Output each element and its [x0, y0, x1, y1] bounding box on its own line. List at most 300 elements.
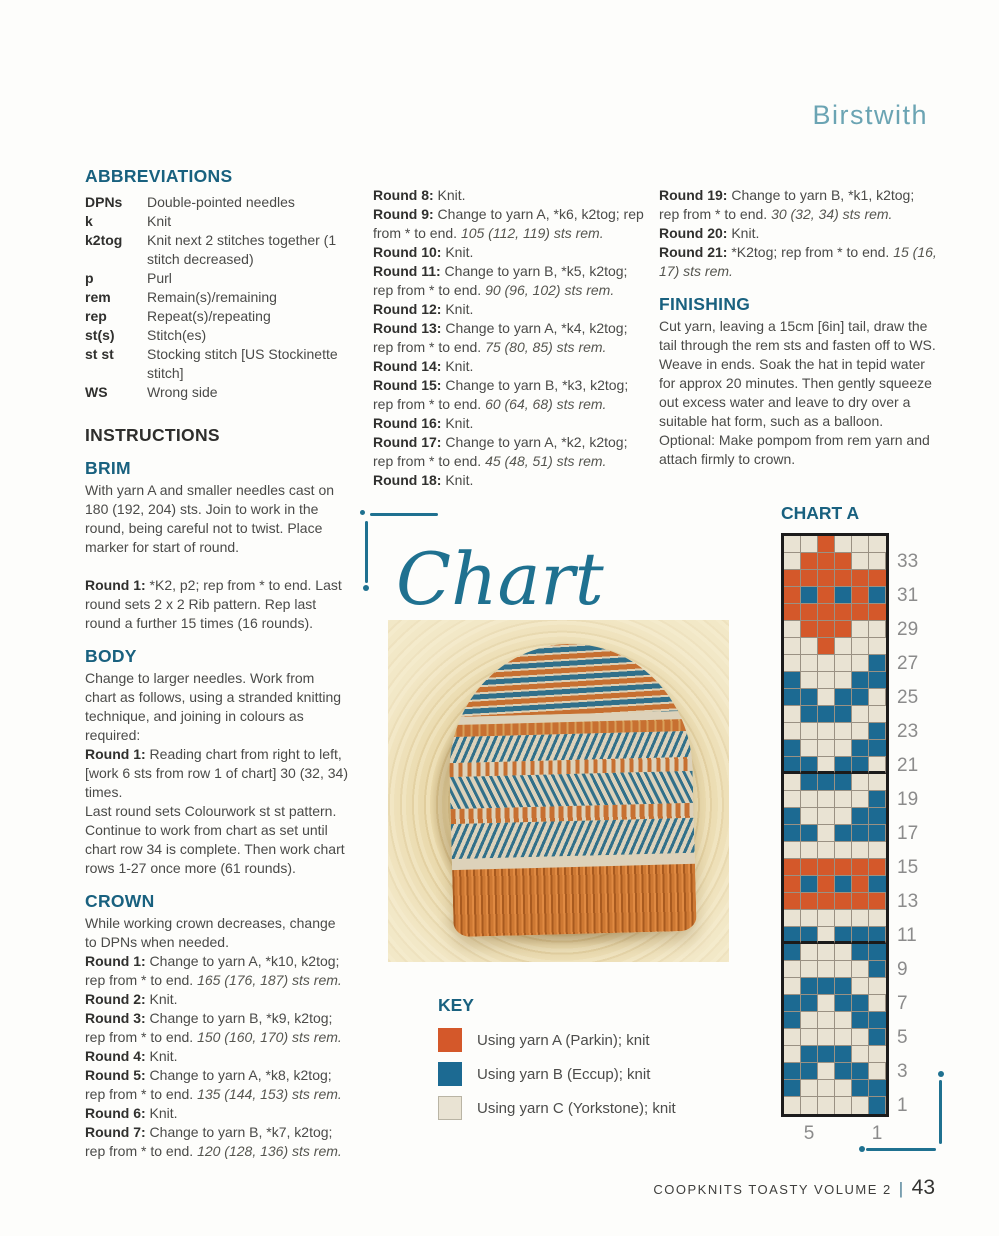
chart-cell: [869, 791, 886, 808]
chart-a: [781, 503, 941, 1144]
chart-cell: [869, 961, 886, 978]
instruction-paragraph: While working crown decreases, change to DPNs when needed.: [85, 915, 336, 950]
chart-row: [784, 822, 919, 844]
chart-row: [784, 1046, 886, 1063]
corner-mark-dot-icon: [859, 1146, 865, 1152]
chart-cell: [852, 655, 869, 672]
chart-cell: [852, 536, 869, 553]
chart-cell: [852, 553, 869, 570]
chart-cell: [869, 927, 886, 944]
chart-row-number: 29: [897, 618, 919, 640]
chart-cell: [818, 791, 835, 808]
chart-cell: [852, 672, 869, 689]
chart-cell: [869, 740, 886, 757]
chart-cell: [784, 604, 801, 621]
chart-cell: [801, 740, 818, 757]
corner-mark-dot-icon: [360, 510, 365, 515]
chart-cell: [818, 621, 835, 638]
chart-row-number: 13: [897, 890, 919, 912]
chart-cell: [801, 944, 818, 961]
chart-cell: [835, 1012, 852, 1029]
section-heading: BRIM: [85, 458, 131, 478]
chart-cell: [801, 774, 818, 791]
chart-cell: [869, 1097, 886, 1114]
chart-cell: [784, 910, 801, 927]
chart-cell: [801, 706, 818, 723]
chart-cell: [852, 1046, 869, 1063]
abbrev-def: Knit next 2 stitches together (1 stitch decreased): [147, 232, 337, 267]
chart-row-number: 11: [897, 924, 917, 946]
chart-cell: [818, 842, 835, 859]
chart-row: [784, 672, 886, 689]
abbrev-row: [85, 288, 349, 307]
chart-cell: [818, 825, 835, 842]
chart-cell: [869, 553, 886, 570]
chart-cell: [852, 927, 869, 944]
chart-cell: [801, 876, 818, 893]
finishing-paras: [659, 317, 937, 469]
chart-cell: [801, 1012, 818, 1029]
chart-cell: [835, 740, 852, 757]
chart-cell: [835, 1080, 852, 1097]
chart-cell: [852, 961, 869, 978]
chart-cell: [835, 723, 852, 740]
chart-cell: [852, 876, 869, 893]
chart-cell: [835, 689, 852, 706]
chart-cell: [835, 995, 852, 1012]
chart-cell: [818, 859, 835, 876]
abbrev-term: rem: [85, 289, 111, 305]
chart-row: [784, 754, 919, 776]
chart-cell: [869, 995, 886, 1012]
chart-cell: [784, 859, 801, 876]
key-item: [438, 1028, 738, 1052]
chart-cell: [784, 774, 801, 791]
chart-cell: [835, 1097, 852, 1114]
chart-cell: [835, 706, 852, 723]
chart-row: [784, 788, 919, 810]
abbrev-row: [85, 212, 349, 231]
chart-cell: [784, 808, 801, 825]
instruction-paragraph: Round 19: Change to yarn B, *k1, k2tog; rep from * to end. 30 (32, 34) sts rem.: [659, 187, 915, 222]
key-label: Using yarn A (Parkin); knit: [477, 1031, 650, 1049]
chart-cell: [801, 638, 818, 655]
chart-cell: [852, 774, 869, 791]
chart-row: [784, 992, 908, 1014]
chart-cell: [835, 757, 852, 774]
instruction-paragraph: With yarn A and smaller needles cast on 180 (192, 204) sts. Join to work in the round, being careful not to twist. Place marker for start of round.: [85, 482, 335, 555]
chart-cell: [869, 944, 886, 961]
abbrev-def: Wrong side: [147, 384, 218, 400]
instruction-paragraph: Round 16: Knit.: [373, 415, 474, 431]
chart-cell: [818, 587, 835, 604]
chart-cell: [801, 536, 818, 553]
chart-row-number: 9: [897, 958, 908, 980]
abbrev-term: WS: [85, 384, 108, 400]
chart-cell: [801, 604, 818, 621]
chart-cell: [784, 1046, 801, 1063]
instruction-paragraph: Last round sets Colourwork st st pattern. Continue to work from chart as set until chart row 34 is complete. Then work chart rows 1-27 once more (61 rounds).: [85, 803, 345, 876]
chart-row: [784, 584, 919, 606]
chart-cell: [852, 740, 869, 757]
chart-cell: [818, 604, 835, 621]
chart-cell: [801, 655, 818, 672]
instruction-paragraph: Round 15: Change to yarn B, *k3, k2tog; rep from * to end. 60 (64, 68) sts rem.: [373, 377, 629, 412]
chart-cell: [801, 961, 818, 978]
chart-cell: [801, 1080, 818, 1097]
chart-cell: [818, 1080, 835, 1097]
chart-cell: [835, 553, 852, 570]
abbreviations-list: [85, 193, 349, 402]
chart-cell: [801, 1097, 818, 1114]
chart-cell: [869, 1080, 886, 1097]
abbrev-row: [85, 269, 349, 288]
abbrev-row: [85, 326, 349, 345]
abbrev-row: [85, 345, 349, 383]
chart-cell: [869, 1012, 886, 1029]
chart-cell: [801, 893, 818, 910]
chart-row-number: 21: [897, 754, 919, 776]
hat-photo: [388, 620, 729, 962]
chart-cell: [835, 791, 852, 808]
chart-cell: [869, 689, 886, 706]
section-heading: BODY: [85, 646, 137, 666]
chart-cell: [818, 536, 835, 553]
chart-row: [784, 774, 886, 791]
chart-cell: [784, 536, 801, 553]
chart-row: [784, 910, 886, 927]
chart-cell: [852, 621, 869, 638]
corner-mark-line-icon: [939, 1080, 942, 1144]
instruction-paragraph: Round 14: Knit.: [373, 358, 474, 374]
right-column: [659, 186, 937, 469]
instruction-paragraph: Cut yarn, leaving a 15cm [6in] tail, draw the tail through the rem sts and fasten off to WS. Weave in ends. Soak the hat in tepid water for approx 20 minutes. Then gently squeeze out excess water and leave to dry over a suitable hat form, such as a balloon.: [659, 318, 936, 429]
abbrev-term: p: [85, 270, 94, 286]
chart-cell: [869, 587, 886, 604]
chart-cell: [784, 689, 801, 706]
chart-cell: [869, 774, 886, 791]
chart-cell: [784, 757, 801, 774]
chart-cell: [835, 621, 852, 638]
instruction-paragraph: Round 2: Knit.: [85, 991, 178, 1007]
chart-row: [784, 618, 919, 640]
abbrev-def: Stocking stitch [US Stockinette stitch]: [147, 346, 338, 381]
chart-row-number: 3: [897, 1060, 908, 1082]
instruction-paragraph: Round 10: Knit.: [373, 244, 474, 260]
chart-cell: [818, 1097, 835, 1114]
chart-cell: [818, 927, 835, 944]
chart-cell: [869, 842, 886, 859]
chart-cell: [852, 842, 869, 859]
chart-row: [784, 604, 886, 621]
chart-cell: [852, 995, 869, 1012]
chart-cell: [869, 604, 886, 621]
chart-title: CHART A: [781, 503, 860, 523]
chart-cell: [784, 570, 801, 587]
corner-mark-line-icon: [365, 521, 368, 583]
chart-row-number: 19: [897, 788, 919, 810]
chart-cell: [869, 978, 886, 995]
abbrev-row: [85, 231, 349, 269]
chart-row-number: 31: [897, 584, 919, 606]
chart-cell: [835, 604, 852, 621]
chart-cell: [835, 1029, 852, 1046]
chart-cell: [784, 893, 801, 910]
instruction-paragraph: Round 7: Change to yarn B, *k7, k2tog; rep from * to end. 120 (128, 136) sts rem.: [85, 1124, 342, 1159]
chart-row: [784, 856, 919, 878]
chart-cell: [818, 876, 835, 893]
chart-cell: [801, 672, 818, 689]
instruction-paragraph: Round 13: Change to yarn A, *k4, k2tog; rep from * to end. 75 (80, 85) sts rem.: [373, 320, 628, 355]
corner-mark-dot-icon: [938, 1071, 944, 1077]
chart-row-number: 17: [897, 822, 919, 844]
chart-cell: [801, 927, 818, 944]
chart-cell: [801, 1046, 818, 1063]
key-item: [438, 1062, 738, 1086]
chart-cell: [784, 825, 801, 842]
chart-col-number: 1: [871, 1123, 883, 1144]
chart-cell: [852, 859, 869, 876]
chart-cell: [835, 570, 852, 587]
chart-cell: [869, 672, 886, 689]
chart-cell: [801, 978, 818, 995]
chart-cell: [835, 808, 852, 825]
chart-row-number: 25: [897, 686, 919, 708]
chart-cell: [835, 978, 852, 995]
chart-cell: [818, 740, 835, 757]
chart-row-number: 7: [897, 992, 908, 1014]
chart-cell: [801, 859, 818, 876]
chart-cell: [835, 587, 852, 604]
chart-cell: [852, 893, 869, 910]
chart-row: [784, 890, 919, 912]
chart-cell: [801, 587, 818, 604]
chart-cell: [784, 978, 801, 995]
chart-cell: [818, 1012, 835, 1029]
instructions-title: INSTRUCTIONS: [85, 425, 220, 445]
abbreviations-title: ABBREVIATIONS: [85, 166, 233, 186]
chart-row-number: 23: [897, 720, 919, 742]
chart-row-number: 1: [897, 1094, 908, 1116]
chart-cell: [835, 672, 852, 689]
chart-row: [784, 1060, 908, 1082]
abbrev-row: [85, 383, 349, 402]
knitted-hat: [446, 641, 697, 937]
instruction-paragraph: Round 20: Knit.: [659, 225, 760, 241]
chart-cell: [835, 944, 852, 961]
chart-row: [784, 842, 886, 859]
abbrev-term: DPNs: [85, 194, 123, 210]
corner-mark-dot-icon: [363, 585, 369, 591]
chart-cell: [852, 1029, 869, 1046]
chart-cell: [869, 638, 886, 655]
chart-cell: [818, 723, 835, 740]
chart-cell: [801, 1029, 818, 1046]
chart-cell: [869, 893, 886, 910]
abbrev-term: st(s): [85, 327, 115, 343]
chart-row: [784, 686, 919, 708]
chart-row: [784, 740, 886, 757]
abbrev-row: [85, 193, 349, 212]
chart-cell: [852, 910, 869, 927]
chart-cell: [801, 689, 818, 706]
chart-cell: [869, 1046, 886, 1063]
chart-cell: [852, 706, 869, 723]
hat-crown-stripes: [446, 641, 691, 717]
chart-cell: [835, 910, 852, 927]
chart-cell: [818, 1063, 835, 1080]
chart-cell: [852, 978, 869, 995]
chart-cell: [852, 1097, 869, 1114]
chart-cell: [818, 672, 835, 689]
chart-cell: [801, 791, 818, 808]
chart-cell: [818, 655, 835, 672]
instruction-paragraph: Round 1: Change to yarn A, *k10, k2tog; rep from * to end. 165 (176, 187) sts rem.: [85, 953, 342, 988]
hat-ribbed-brim: [452, 864, 697, 937]
chart-cell: [801, 842, 818, 859]
chart-cell: [852, 1063, 869, 1080]
key-swatch: [438, 1062, 462, 1086]
chart-cell: [818, 808, 835, 825]
chart-cell: [818, 638, 835, 655]
chart-cell: [835, 961, 852, 978]
pattern-name: Birstwith: [812, 100, 928, 130]
chart-cell: [784, 655, 801, 672]
chart-cell: [784, 621, 801, 638]
chart-cell: [784, 1080, 801, 1097]
abbrev-def: Stitch(es): [147, 327, 207, 343]
chart-row: [784, 1094, 908, 1116]
chart-cell: [835, 825, 852, 842]
chart-col-number: 5: [803, 1123, 815, 1144]
chart-cell: [784, 842, 801, 859]
chart-cell: [784, 740, 801, 757]
instruction-paragraph: Round 11: Change to yarn B, *k5, k2tog; rep from * to end. 90 (96, 102) sts rem.: [373, 263, 628, 298]
chart-cell: [852, 1012, 869, 1029]
chart-cell: [818, 978, 835, 995]
abbrev-def: Knit: [147, 213, 172, 229]
instruction-paragraph: Round 3: Change to yarn B, *k9, k2tog; rep from * to end. 150 (160, 170) sts rem.: [85, 1010, 342, 1045]
chart-row: [784, 944, 886, 961]
chart-cell: [784, 638, 801, 655]
chart-cell: [869, 570, 886, 587]
chart-row: [784, 570, 886, 587]
chart-cell: [835, 774, 852, 791]
chart-cell: [784, 587, 801, 604]
chart-cell: [852, 587, 869, 604]
chart-cell: [818, 893, 835, 910]
key-title: KEY: [438, 995, 474, 1015]
chart-cell: [869, 825, 886, 842]
chart-cell: [835, 893, 852, 910]
chart-cell: [835, 876, 852, 893]
key-swatch: [438, 1028, 462, 1052]
chart-row: [784, 706, 886, 723]
chart-row: [784, 978, 886, 995]
footer-title: COOPKNITS TOASTY VOLUME 2: [653, 1182, 892, 1197]
abbrev-def: Remain(s)/remaining: [147, 289, 277, 305]
chart-cell: [818, 570, 835, 587]
instruction-paragraph: Round 6: Knit.: [85, 1105, 178, 1121]
abbrev-term: k: [85, 213, 93, 229]
chart-cell: [784, 672, 801, 689]
chart-row: [784, 536, 886, 553]
abbrev-term: st st: [85, 346, 114, 362]
chart-cell: [869, 808, 886, 825]
chart-row-number: 33: [897, 550, 919, 572]
chart-cell: [835, 1046, 852, 1063]
chart-cell: [801, 621, 818, 638]
chart-row: [784, 876, 886, 893]
page-footer: [653, 1176, 935, 1200]
left-column: [85, 167, 349, 1161]
instruction-paragraph: Round 4: Knit.: [85, 1048, 178, 1064]
corner-mark-line-icon: [866, 1148, 936, 1151]
instruction-paragraph: Round 8: Knit.: [373, 187, 466, 203]
chart-row: [784, 1080, 886, 1097]
abbrev-def: Purl: [147, 270, 172, 286]
chart-cell: [835, 536, 852, 553]
chart-row: [784, 720, 919, 742]
section-heading: CROWN: [85, 891, 155, 911]
abbrev-def: Repeat(s)/repeating: [147, 308, 271, 324]
chart-cell: [784, 995, 801, 1012]
chart-cell: [818, 944, 835, 961]
chart-cell: [835, 842, 852, 859]
key-label: Using yarn B (Eccup); knit: [477, 1065, 651, 1083]
chart-cell: [818, 910, 835, 927]
chart-cell: [869, 757, 886, 774]
chart-cell: [869, 536, 886, 553]
chart-cell: [835, 859, 852, 876]
chart-cell: [801, 570, 818, 587]
chart-cell: [801, 995, 818, 1012]
abbrev-row: [85, 307, 349, 326]
chart-cell: [869, 910, 886, 927]
chart-cell: [818, 553, 835, 570]
chart-cell: [818, 757, 835, 774]
instruction-paragraph: Round 17: Change to yarn A, *k2, k2tog; rep from * to end. 45 (48, 51) sts rem.: [373, 434, 628, 469]
chart-cell: [818, 1029, 835, 1046]
chart-cell: [852, 757, 869, 774]
chart-cell: [818, 961, 835, 978]
key-item: [438, 1096, 738, 1120]
chart-cell: [869, 859, 886, 876]
chart-cell: [784, 1029, 801, 1046]
chart-cell: [784, 723, 801, 740]
chart-cell: [852, 825, 869, 842]
instruction-paragraph: Round 18: Knit.: [373, 472, 474, 488]
instruction-paragraph: Optional: Make pompom from rem yarn and attach firmly to crown.: [659, 432, 930, 467]
instruction-paragraph: Round 1: *K2, p2; rep from * to end. Last round sets 2 x 2 Rib pattern. Rep last round a further 15 times (16 rounds).: [85, 577, 342, 631]
page-number: 43: [911, 1176, 935, 1199]
chart-row: [784, 958, 908, 980]
chart-cell: [852, 808, 869, 825]
chart-cell: [818, 689, 835, 706]
middle-column: [373, 186, 649, 490]
chart-cell: [852, 791, 869, 808]
instruction-paragraph: Round 21: *K2tog; rep from * to end. 15 (16, 17) sts rem.: [659, 244, 937, 279]
chart-row: [784, 550, 919, 572]
chart-cell: [801, 910, 818, 927]
instruction-paragraph: Round 5: Change to yarn A, *k8, k2tog; rep from * to end. 135 (144, 153) sts rem.: [85, 1067, 342, 1102]
chart-cell: [852, 1080, 869, 1097]
chart-cell: [869, 723, 886, 740]
chart-row: [784, 924, 917, 946]
chart-grid: [781, 533, 919, 1117]
chart-cell: [784, 1012, 801, 1029]
key-legend: [438, 995, 738, 1130]
